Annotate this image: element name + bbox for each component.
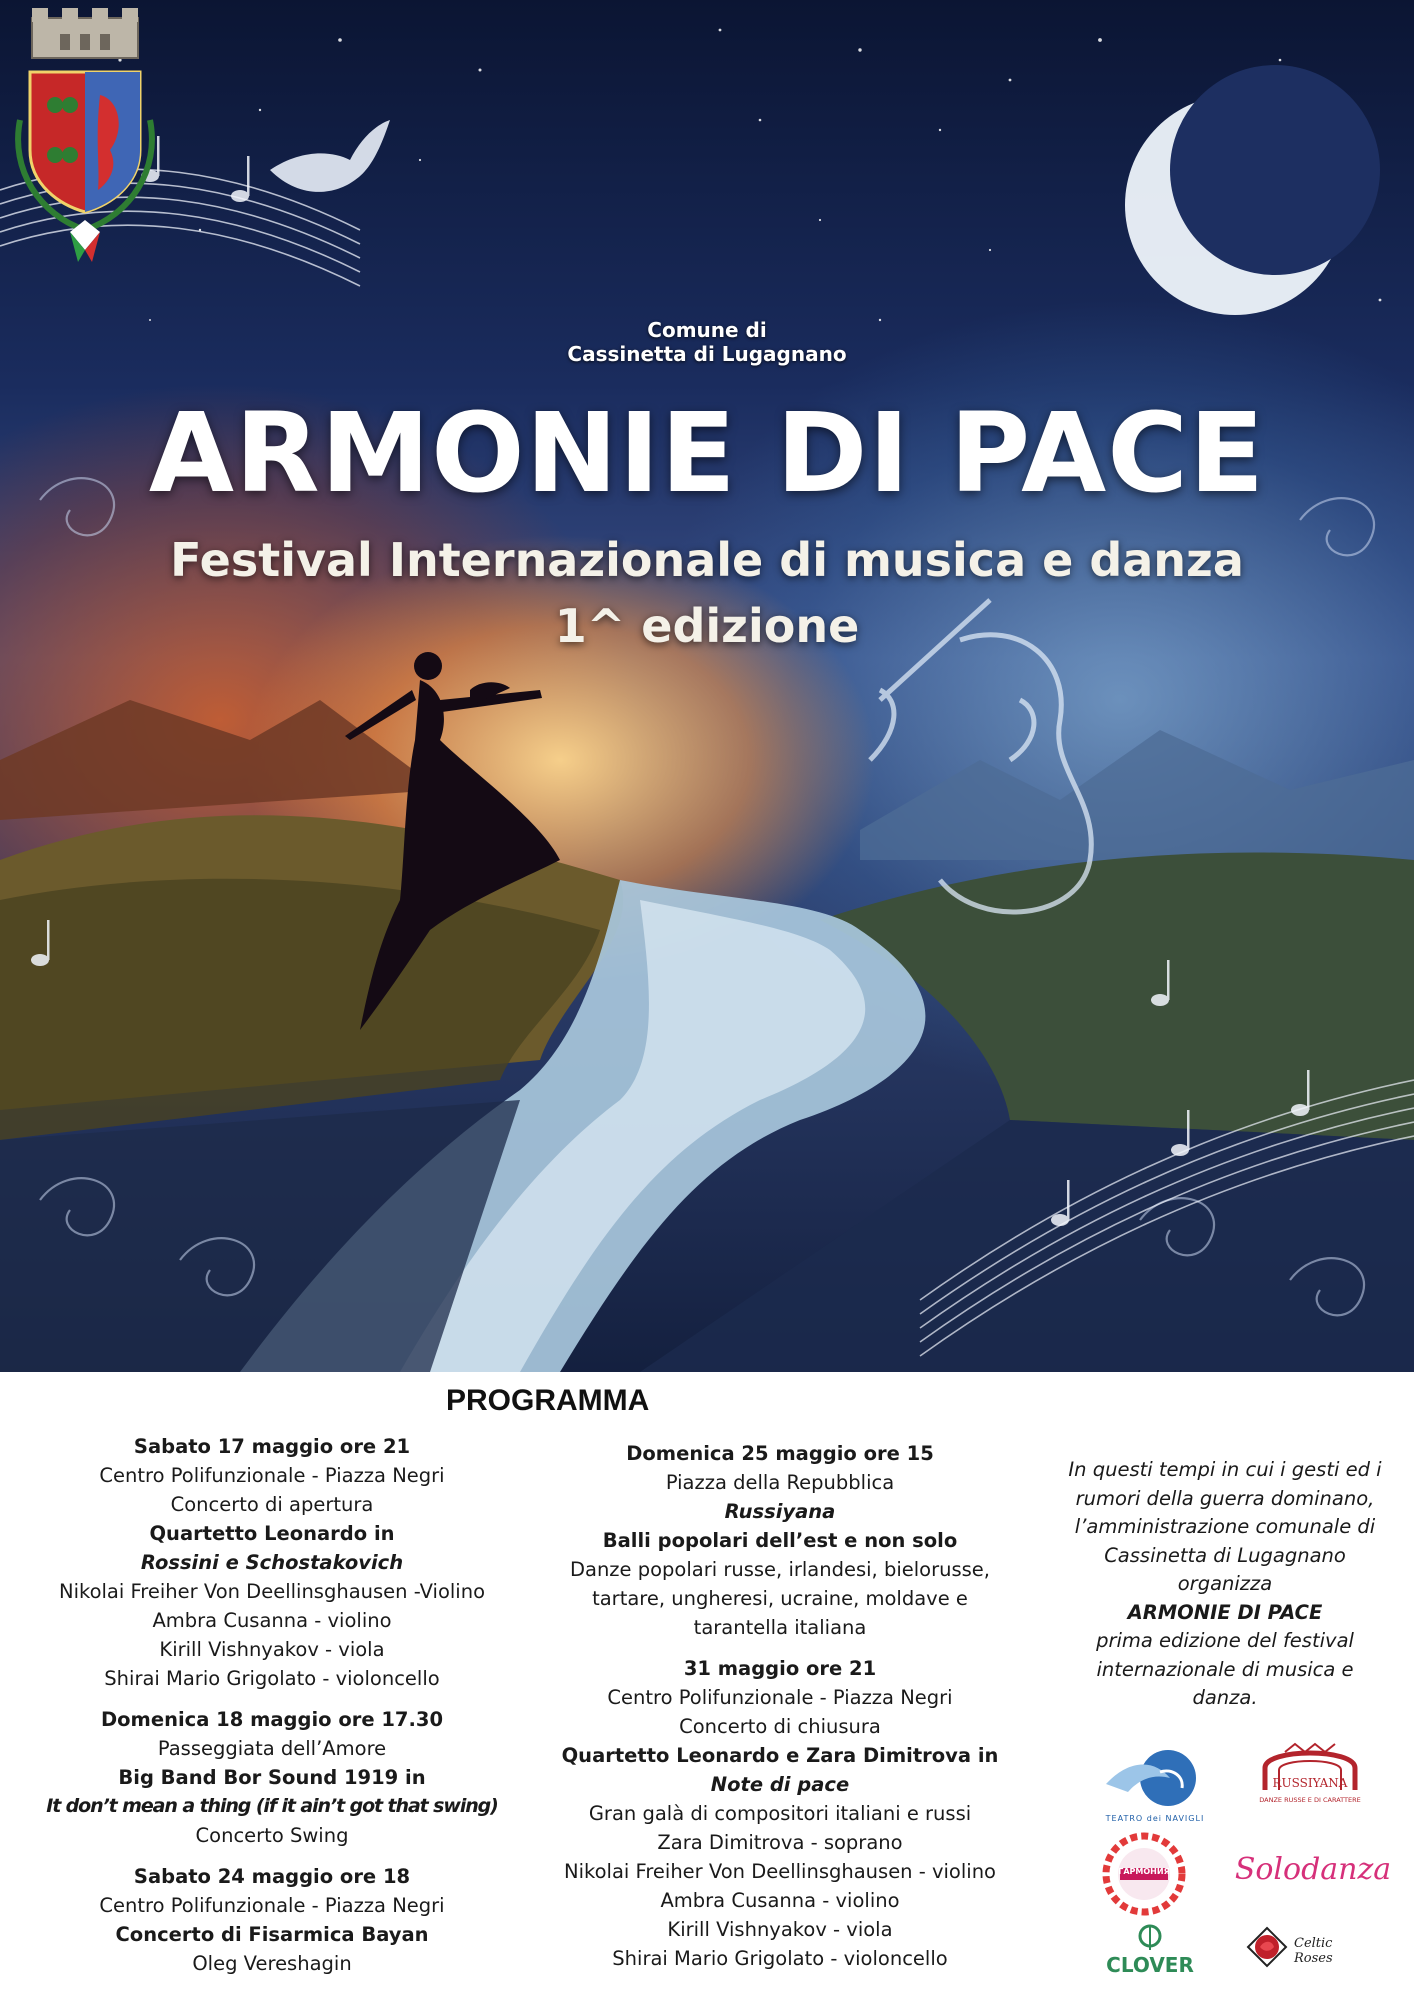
event-description: tarantella italiana [693,1616,867,1639]
event-kind: Concerto di apertura [170,1493,374,1516]
event-work: Rossini e Schostakovich [140,1551,404,1574]
russiyana-logo [1255,1738,1365,1828]
event-date: Domenica 18 maggio ore 17.30 [100,1708,444,1731]
clover-label: CLOVER [1106,1953,1194,1977]
event-block [530,1439,1030,1642]
intro-line: Cassinetta di Lugagnano [1104,1543,1346,1567]
event-description: Danze popolari russe, irlandesi, bielorusse, [569,1558,990,1581]
event-place: Passeggiata dell’Amore [157,1737,387,1760]
rose-icon [1244,1924,1290,1970]
event-description: Gran galà di compositori italiani e russi [588,1802,972,1825]
programme-column-left [22,1432,522,1978]
intro-line: In questi tempi in cui i gesti ed i [1068,1458,1382,1481]
municipality-label [500,318,914,366]
event-date: 31 maggio ore 21 [683,1657,877,1680]
intro-line: danza. [1192,1686,1258,1709]
festival-subtitle: Festival Internazionale di musica e danza [170,533,1244,587]
intro-line: internazionale di musica e [1096,1657,1354,1681]
dove-icon [270,120,390,192]
event-performer: Kirill Vishnyakov - viola [159,1638,385,1661]
event-description: tartare, ungheresi, ucraine, moldave e [592,1587,968,1610]
solodanza-logo [1228,1852,1398,1896]
clover-icon [1135,1924,1165,1950]
programme-heading: PROGRAMMA [446,1384,650,1417]
garmonia-logo [1102,1832,1186,1916]
garmonia-label: ГАРМОНИЯ [1118,1867,1170,1876]
event-date: Sabato 24 maggio ore 18 [133,1865,411,1888]
intro-festival-name: ARMONIE DI PACE [1127,1600,1323,1624]
event-place: Centro Polifunzionale - Piazza Negri [99,1464,445,1487]
event-performer: Oleg Vereshagin [192,1952,352,1975]
clover-logo [1102,1924,1198,1992]
event-block [22,1862,522,1978]
teatro-label: TEATRO dei NAVIGLI [1105,1814,1205,1823]
programme-column-middle [530,1439,1030,1973]
intro-text [1040,1456,1410,1713]
event-kind: Concerto Swing [195,1824,349,1847]
event-place: Centro Polifunzionale - Piazza Negri [607,1686,953,1709]
russiyana-sublabel: DANZE RUSSE E DI CARATTERE [1259,1796,1361,1804]
event-ensemble: Quartetto Leonardo in [149,1522,395,1545]
festival-edition: 1^ edizione [554,599,860,653]
event-performer: Zara Dimitrova - soprano [657,1831,903,1854]
event-work: It don’t mean a thing (if it ain’t got that swing) [46,1795,498,1817]
event-performer: Ambra Cusanna - violino [152,1609,392,1632]
event-performer: Shirai Mario Grigolato - violoncello [104,1667,440,1690]
intro-line: l’amministrazione comunale di [1074,1515,1376,1538]
event-place: Centro Polifunzionale - Piazza Negri [99,1894,445,1917]
event-performer: Shirai Mario Grigolato - violoncello [612,1947,948,1970]
event-date: Sabato 17 maggio ore 21 [133,1435,411,1458]
celtic-roses-label: Celtic Roses [1294,1936,1333,1966]
intro-line: prima edizione del festival [1096,1629,1354,1652]
festival-title: ARMONIE DI PACE [148,389,1266,517]
wave-icon [1100,1748,1210,1810]
event-work: Note di pace [710,1773,850,1796]
intro-line: organizza [1177,1572,1273,1595]
event-block [22,1705,522,1850]
solodanza-label: Solodanza [1234,1852,1392,1887]
coat-of-arms-icon [0,0,170,270]
event-ensemble: Quartetto Leonardo e Zara Dimitrova in [561,1744,999,1767]
event-block [22,1432,522,1693]
event-ensemble: Big Band Bor Sound 1919 in [118,1766,426,1789]
teatro-dei-navigli-logo [1100,1748,1210,1826]
intro-line: rumori della guerra dominano, [1075,1486,1375,1510]
russiyana-label: RUSSIYANA [1272,1776,1348,1790]
crescent-moon-icon [1125,65,1380,315]
event-performer: Ambra Cusanna - violino [660,1889,900,1912]
event-date: Domenica 25 maggio ore 15 [626,1442,934,1465]
event-place: Piazza della Repubblica [665,1471,895,1494]
event-performer: Nikolai Freiher Von Deellinsghausen -Violino [58,1580,486,1603]
municipality-label-line1: Comune di [647,318,767,342]
event-title: Balli popolari dell’est e non solo [602,1529,958,1552]
event-performer: Kirill Vishnyakov - viola [667,1918,893,1941]
event-kind: Concerto di chiusura [679,1715,881,1738]
event-ensemble: Concerto di Fisarmica Bayan [115,1923,429,1946]
event-ensemble: Russiyana [724,1500,836,1523]
event-block [530,1654,1030,1973]
event-performer: Nikolai Freiher Von Deellinsghausen - violino [564,1860,996,1883]
celtic-roses-logo [1244,1924,1374,1976]
municipality-label-line2: Cassinetta di Lugagnano [567,342,847,366]
